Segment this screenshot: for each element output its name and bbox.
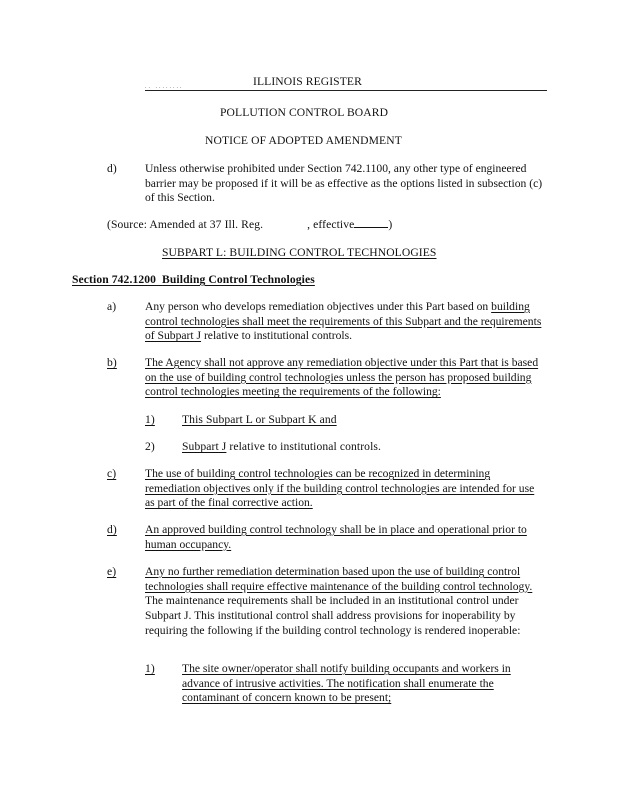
source-line <box>107 218 392 233</box>
item-e-text <box>145 565 543 639</box>
item-a-under: building control technologies shall meet the requirements of this Subpart and the requirements of Subpart J <box>145 300 542 343</box>
item-b2-tail: relative to institutional controls. <box>226 440 382 453</box>
item-d-text: An approved building control technology shall be in place and operational prior to human occupancy. <box>145 523 527 551</box>
item-e1-label: 1) <box>145 662 155 675</box>
section-number: Section 742.1200 <box>72 273 157 286</box>
item-e-text-b: The maintenance requirements shall be included in an institutional control under Subpart J. This institutional control shall address provisions for inoperability by requiring the following if the building control technology is rendered inoperable: <box>145 594 521 637</box>
item-b2-under: Subpart J <box>182 440 227 453</box>
item-e-label: e) <box>107 565 117 578</box>
item-a-text <box>145 300 545 344</box>
item-b-label: b) <box>107 356 117 369</box>
item-b1-label: 1) <box>145 413 155 426</box>
item-b2-text <box>182 440 381 455</box>
section-heading <box>72 273 315 288</box>
item-b-text: The Agency shall not approve any remediation objective under this Part that is based on the use of building control technologies unless the person has proposed building control technologies meeting the requirements of the following: <box>145 356 539 399</box>
header-rule <box>145 90 547 91</box>
header-dots: .. ........ <box>145 84 184 90</box>
item-a-label: a) <box>107 300 117 313</box>
item-a-tail: relative to institutional controls. <box>201 329 353 343</box>
board-heading: POLLUTION CONTROL BOARD <box>220 106 389 119</box>
source-text: (Source: Amended at 37 Ill. Reg. <box>107 218 264 231</box>
item-c-label: c) <box>107 467 117 480</box>
subpart-title: SUBPART L: BUILDING CONTROL TECHNOLOGIES <box>162 246 437 259</box>
section-title: Building Control Technologies <box>162 273 315 286</box>
prev-d-text: Unless otherwise prohibited under Section 742.1100, any other type of engineered barrier may be proposed if it will be as effective as the options listed in subsection (c) of this Section. <box>145 162 543 205</box>
prev-d-label: d) <box>107 162 117 175</box>
register-heading: ILLINOIS REGISTER <box>253 75 362 88</box>
item-e1-text: The site owner/operator shall notify building occupants and workers in advance of intrusive activities. The notification shall enumerate the contaminant of concern known to be present; <box>182 662 511 705</box>
item-e-text-a: Any no further remediation determination based upon the use of building control technologies shall require effective maintenance of the building control technology. <box>145 565 533 593</box>
item-b1-text: This Subpart L or Subpart K and <box>182 413 337 426</box>
item-b2-label: 2) <box>145 440 155 453</box>
source-effective: , effective <box>307 218 355 231</box>
source-close: ) <box>388 218 393 231</box>
item-a-plain: Any person who develops remediation objectives under this Part based on <box>145 300 489 313</box>
item-d-label: d) <box>107 523 117 536</box>
notice-heading: NOTICE OF ADOPTED AMENDMENT <box>205 134 402 147</box>
item-c-text: The use of building control technologies can be recognized in determining remediation objectives only if the building control technologies are intended for use as part of the final corrective action. <box>145 467 535 510</box>
